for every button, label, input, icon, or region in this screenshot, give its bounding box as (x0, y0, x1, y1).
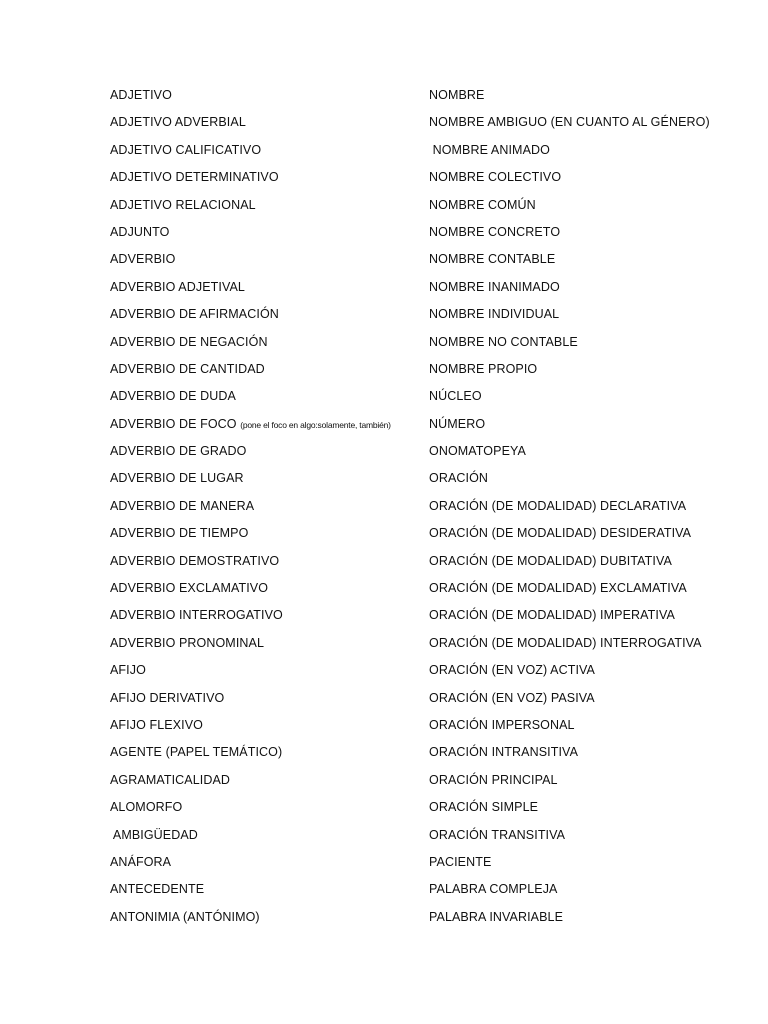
term-text: NOMBRE INDIVIDUAL (429, 307, 560, 322)
term-item (429, 770, 749, 797)
right-term-column (429, 85, 749, 934)
term-text: ADVERBIO DE MANERA (110, 498, 255, 513)
term-item (110, 304, 420, 331)
term-text: ADVERBIO DEMOSTRATIVO (110, 553, 280, 568)
term-text: ADJETIVO RELACIONAL (110, 197, 256, 212)
term-item (110, 633, 420, 660)
term-item (110, 852, 420, 879)
term-item (429, 167, 749, 194)
term-text: ORACIÓN SIMPLE (429, 800, 539, 815)
term-text: NOMBRE INANIMADO (429, 279, 560, 294)
term-item (429, 249, 749, 276)
term-item (110, 879, 420, 906)
term-text: ORACIÓN (DE MODALIDAD) IMPERATIVA (429, 608, 675, 623)
term-text: ORACIÓN (DE MODALIDAD) DESIDERATIVA (429, 526, 692, 541)
term-text: AFIJO DERIVATIVO (110, 690, 225, 705)
term-item (110, 140, 420, 167)
term-text: ADVERBIO EXCLAMATIVO (110, 581, 269, 596)
term-item (110, 551, 420, 578)
term-text: ADJETIVO (110, 88, 172, 102)
term-text: ONOMATOPEYA (429, 444, 526, 459)
left-term-column (110, 85, 420, 934)
term-text: ORACIÓN (EN VOZ) PASIVA (429, 690, 595, 705)
term-item (429, 112, 749, 139)
term-item (429, 304, 749, 331)
term-item (429, 879, 749, 906)
term-text: ADVERBIO PRONOMINAL (110, 635, 265, 650)
term-item (110, 112, 420, 139)
term-text: ANÁFORA (110, 854, 172, 869)
term-text: ANTONIMIA (ANTÓNIMO) (110, 909, 260, 924)
term-text: AFIJO (110, 663, 146, 678)
term-item (429, 852, 749, 879)
term-text: NOMBRE NO CONTABLE (429, 334, 578, 349)
term-text: NOMBRE ANIMADO (429, 142, 550, 157)
term-text: ORACIÓN (429, 471, 489, 486)
term-item (429, 277, 749, 304)
term-item (110, 770, 420, 797)
term-item (429, 797, 749, 824)
term-item (429, 578, 749, 605)
term-text: PALABRA COMPLEJA (429, 882, 558, 897)
term-item (429, 715, 749, 742)
term-item (110, 359, 420, 386)
term-item (429, 468, 749, 495)
term-item (429, 222, 749, 249)
term-text: ADJETIVO DETERMINATIVO (110, 170, 279, 185)
term-item (110, 277, 420, 304)
term-item (110, 742, 420, 769)
term-text: AFIJO FLEXIVO (110, 717, 203, 732)
term-text: NOMBRE PROPIO (429, 361, 538, 376)
term-item (110, 195, 420, 222)
term-text: NOMBRE (429, 88, 485, 102)
term-item (429, 551, 749, 578)
term-item (429, 742, 749, 769)
term-item (110, 468, 420, 495)
term-text: ADVERBIO DE TIEMPO (110, 526, 249, 541)
term-text: ADVERBIO DE NEGACIÓN (110, 334, 268, 349)
term-text: NÚCLEO (429, 389, 482, 404)
term-text: ORACIÓN IMPERSONAL (429, 717, 575, 732)
term-text: ADVERBIO DE LUGAR (110, 471, 244, 486)
term-text: NOMBRE CONTABLE (429, 252, 556, 267)
term-item (429, 195, 749, 222)
term-text: ADJETIVO ADVERBIAL (110, 115, 246, 130)
term-item (110, 441, 420, 468)
term-text: PALABRA INVARIABLE (429, 909, 564, 924)
term-text: ALOMORFO (110, 800, 183, 815)
term-item (110, 907, 420, 934)
term-text: NÚMERO (429, 416, 486, 431)
term-item (110, 414, 420, 441)
term-text: ADVERBIO DE FOCO (110, 416, 237, 431)
term-text: ADVERBIO DE AFIRMACIÓN (110, 307, 279, 322)
term-item (110, 332, 420, 359)
term-text: ADJETIVO CALIFICATIVO (110, 142, 262, 157)
term-text: ADJUNTO (110, 224, 170, 239)
term-text: ORACIÓN (EN VOZ) ACTIVA (429, 663, 595, 678)
term-item (110, 578, 420, 605)
term-item (429, 907, 749, 934)
term-text: NOMBRE CONCRETO (429, 224, 561, 239)
term-text: NOMBRE COMÚN (429, 197, 536, 212)
term-item (110, 825, 420, 852)
term-text: ANTECEDENTE (110, 882, 205, 897)
term-text: ADVERBIO DE CANTIDAD (110, 361, 265, 376)
term-item (110, 523, 420, 550)
term-text: ADVERBIO ADJETIVAL (110, 279, 245, 294)
term-item (110, 715, 420, 742)
term-item (110, 797, 420, 824)
term-item (429, 523, 749, 550)
term-item (429, 359, 749, 386)
term-item (429, 660, 749, 687)
term-text: PACIENTE (429, 854, 492, 869)
term-text: ORACIÓN INTRANSITIVA (429, 745, 579, 760)
term-item (429, 688, 749, 715)
term-item (110, 688, 420, 715)
term-item (429, 386, 749, 413)
term-item (429, 414, 749, 441)
term-text: ORACIÓN (DE MODALIDAD) EXCLAMATIVA (429, 581, 687, 596)
term-item (110, 222, 420, 249)
term-text: ORACIÓN PRINCIPAL (429, 772, 558, 787)
term-note: (pone el foco en algo:solamente, también) (240, 419, 391, 430)
term-item (429, 605, 749, 632)
term-text: ADVERBIO DE GRADO (110, 444, 247, 459)
term-text: ORACIÓN (DE MODALIDAD) INTERROGATIVA (429, 635, 702, 650)
term-item (429, 825, 749, 852)
term-item (429, 332, 749, 359)
term-item (110, 249, 420, 276)
term-text: AGENTE (PAPEL TEMÁTICO) (110, 745, 283, 760)
term-text: AMBIGÜEDAD (110, 827, 198, 842)
term-item (429, 441, 749, 468)
term-item (110, 605, 420, 632)
term-text: ADVERBIO INTERROGATIVO (110, 608, 283, 623)
term-item (110, 386, 420, 413)
term-item (429, 633, 749, 660)
term-item (429, 85, 749, 112)
term-text: ORACIÓN (DE MODALIDAD) DECLARATIVA (429, 498, 687, 513)
term-text: ADVERBIO (110, 252, 176, 267)
term-text: ORACIÓN TRANSITIVA (429, 827, 566, 842)
term-item (110, 660, 420, 687)
term-item (429, 496, 749, 523)
term-item (110, 85, 420, 112)
term-text: ADVERBIO DE DUDA (110, 389, 236, 404)
term-item (110, 496, 420, 523)
term-text: NOMBRE COLECTIVO (429, 170, 562, 185)
term-item (110, 167, 420, 194)
term-text: ORACIÓN (DE MODALIDAD) DUBITATIVA (429, 553, 672, 568)
term-item (429, 140, 749, 167)
term-text: NOMBRE AMBIGUO (EN CUANTO AL GÉNERO) (429, 115, 710, 130)
term-text: AGRAMATICALIDAD (110, 772, 231, 787)
